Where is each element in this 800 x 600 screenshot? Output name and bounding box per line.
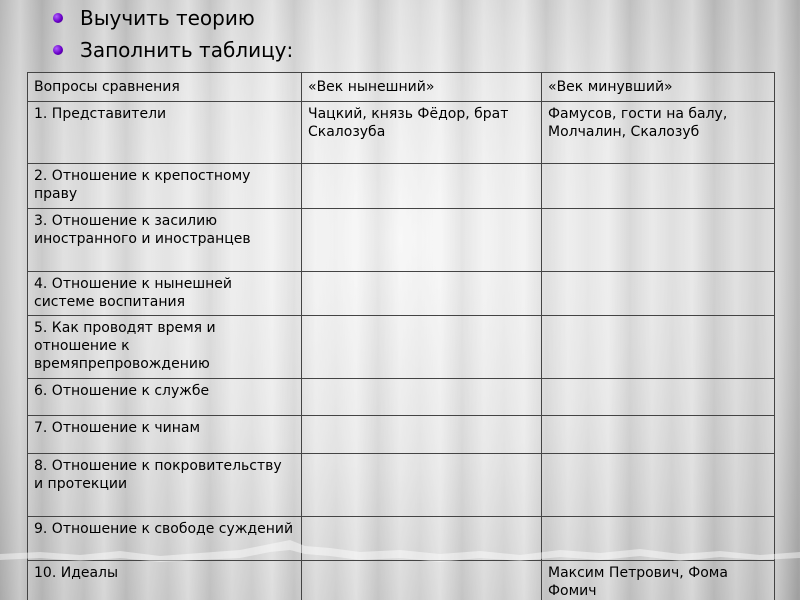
past-century-cell: Максим Петрович, Фома Фомич (542, 561, 775, 600)
header-cell-present-century: «Век нынешний» (302, 73, 542, 102)
past-century-cell: Фамусов, гости на балу, Молчалин, Скалозуб (542, 102, 775, 164)
table-row (28, 454, 775, 517)
question-cell: 5. Как проводят время и отношение к времяпрепровождению (28, 316, 302, 379)
torn-paper-decoration (0, 532, 800, 572)
question-cell: 3. Отношение к засилию иностранного и иностранцев (28, 209, 302, 272)
past-century-cell (542, 416, 775, 454)
bullet-icon (53, 13, 63, 23)
bullet-icon (53, 45, 63, 55)
present-century-cell (302, 272, 542, 316)
past-century-cell (542, 454, 775, 517)
task-text: Заполнить таблицу: (80, 38, 294, 62)
present-century-cell (302, 416, 542, 454)
header-cell-past-century: «Век минувший» (542, 73, 775, 102)
question-cell: 4. Отношение к нынешней системе воспитания (28, 272, 302, 316)
question-cell: 10. Идеалы (28, 561, 302, 600)
comparison-table (27, 72, 775, 600)
task-item (50, 34, 293, 66)
table-row (28, 164, 775, 209)
present-century-cell (302, 454, 542, 517)
past-century-cell (542, 316, 775, 379)
question-cell: 6. Отношение к службе (28, 379, 302, 416)
table-row (28, 379, 775, 416)
question-cell: 8. Отношение к покровительству и протекции (28, 454, 302, 517)
present-century-cell: Чацкий, князь Фёдор, брат Скалозуба (302, 102, 542, 164)
past-century-cell (542, 209, 775, 272)
table-row (28, 416, 775, 454)
present-century-cell (302, 164, 542, 209)
question-cell: 9. Отношение к свободе суждений (28, 517, 302, 561)
past-century-cell (542, 272, 775, 316)
question-cell: 1. Представители (28, 102, 302, 164)
table-header-row (28, 73, 775, 102)
task-list (50, 2, 293, 66)
task-item (50, 2, 293, 34)
question-cell: 2. Отношение к крепостному праву (28, 164, 302, 209)
question-cell: 7. Отношение к чинам (28, 416, 302, 454)
table-row (28, 316, 775, 379)
past-century-cell (542, 164, 775, 209)
task-text: Выучить теорию (80, 6, 255, 30)
table-row (28, 102, 775, 164)
header-cell-questions: Вопросы сравнения (28, 73, 302, 102)
present-century-cell (302, 316, 542, 379)
present-century-cell (302, 209, 542, 272)
past-century-cell (542, 379, 775, 416)
table-row (28, 272, 775, 316)
present-century-cell (302, 379, 542, 416)
table-row (28, 209, 775, 272)
